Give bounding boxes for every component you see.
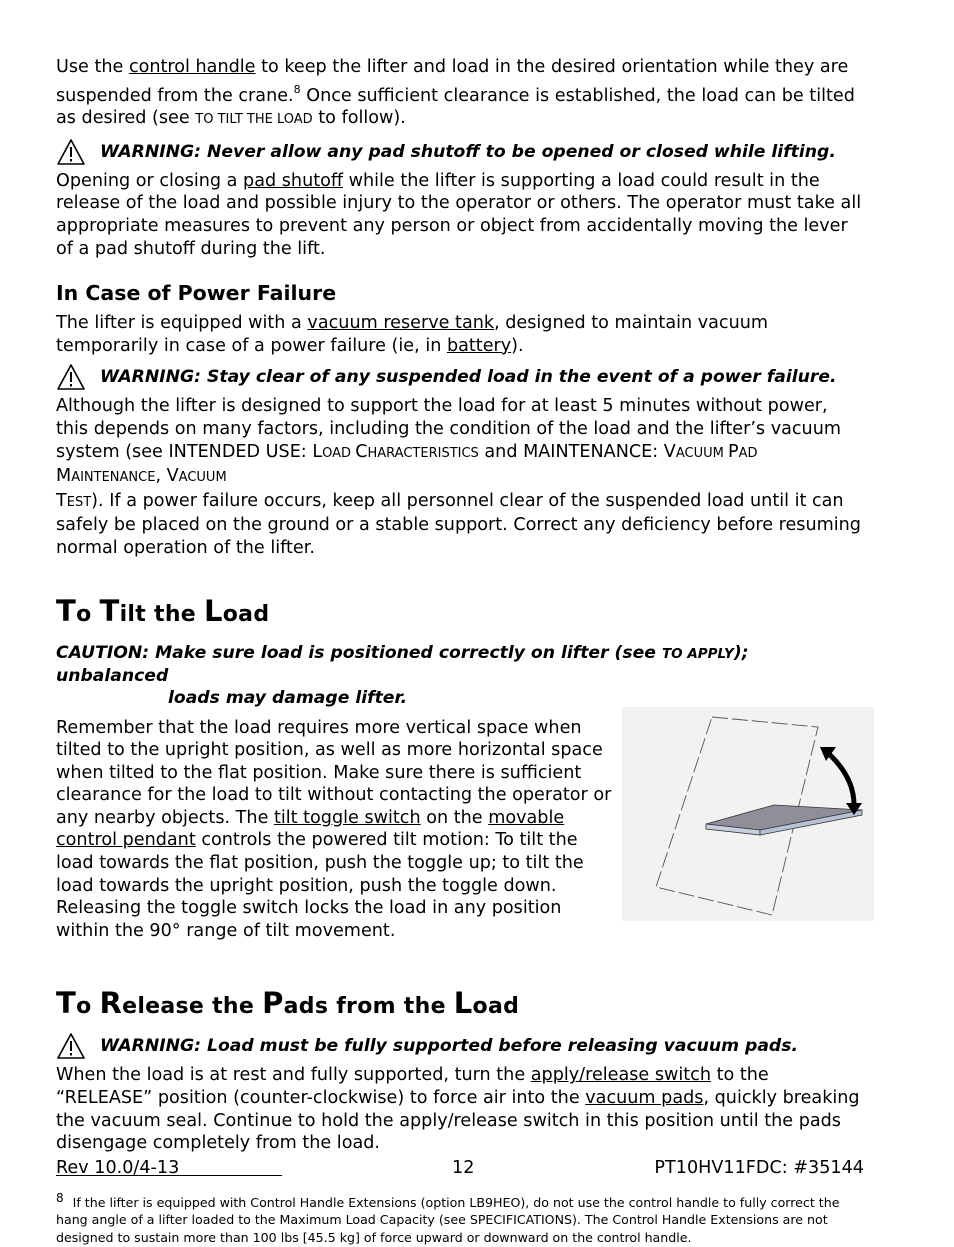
paragraph-orientation: Use the control handle to keep the lifter and load in the desired orientation while they are suspended from the crane.$^8$ Once sufficient clearance is established, the load can be tilted as desired (see TO TILT THE LOAD to follow). — [56, 57, 855, 129]
warning-triangle-icon — [56, 363, 86, 391]
paragraph-reserve-tank: The lifter is equipped with a vacuum reserve tank, designed to maintain vacuum temporarily in case of a power failure (ie, in battery). — [56, 313, 769, 356]
caution-note: CAUTION: Make sure load is positioned correctly on lifter (see TO APPLY); unbalanced loads may damage lifter. — [56, 642, 749, 708]
heading-release-pads: To Release the Pads from the Load — [56, 986, 520, 1021]
tilt-section — [56, 717, 864, 943]
paragraph-release: When the load is at rest and fully supported, turn the apply/release switch to the “RELEASE” position (counter-clockwise) to force air into the vacuum pads, quickly breaking the vacuum seal. Continue to hold the apply/release switch in this position until the pads disengage completely from the load. — [56, 1065, 860, 1154]
link-vacuum-reserve-tank[interactable]: vacuum reserve tank — [307, 313, 495, 334]
link-tilt-toggle-switch[interactable]: tilt toggle switch — [273, 807, 421, 828]
footnote: $^8$ If the lifter is equipped with Control Handle Extensions (option LB9HEO), do not use the control handle to fully correct the hang angle of a lifter loaded to the Maximum Load Capacity (see SPECIFICATIONS). The Control Handle Extensions are not designed to sustain more than 100 lbs [45.5 kg] of force upward or downward on the control handle. — [56, 1190, 840, 1245]
warning-text: WARNING: Load must be fully supported before releasing vacuum pads. — [100, 1036, 798, 1057]
link-vacuum-pads[interactable]: vacuum pads — [585, 1088, 704, 1109]
heading-power-failure: In Case of Power Failure — [56, 281, 337, 306]
warning-text: WARNING: Never allow any pad shutoff to be opened or closed while lifting. — [100, 141, 836, 162]
paragraph-pad-shutoff: Opening or closing a pad shutoff while the lifter is supporting a load could result in the release of the load and possible injury to the operator or others. The operator must take all appropriate measures to prevent any person or object from accidentally moving the lever of a pad shutoff during the lift. — [56, 170, 862, 259]
link-control-handle[interactable]: control handle — [128, 57, 256, 77]
warning-shutoff — [56, 138, 864, 166]
link-movable-control-pendant[interactable]: movable control pendant — [56, 807, 565, 851]
footnote-ref[interactable]: 8 — [293, 82, 301, 96]
link-pad-shutoff[interactable]: pad shutoff — [243, 170, 344, 191]
page-content — [56, 56, 864, 1247]
warning-release — [56, 1032, 864, 1060]
paragraph-power-support: Although the lifter is designed to support the load for at least 5 minutes without power, this depends on many factors, including the condition of the load and the lifter’s vacuum system (see INTENDED USE: LOAD CHARACTERISTICS and MAINTENANCE: VACUUM PAD MAINTENANCE, VACUUM TEST). If a power failure occurs, keep all personnel clear of the suspended load until it can safely be placed on the ground or a stable support. Correct any deficiency before resuming normal operation of the lifter. — [56, 396, 861, 558]
ref-to-tilt: TO TILT THE LOAD — [195, 112, 313, 128]
warning-power-failure — [56, 363, 864, 391]
paragraph-tilt-motion: Remember that the load requires more vertical space when tilted to the upright position, as well as more horizontal space when tilted to the flat position. Make sure there is sufficient clearance for the load to tilt without contacting the operator or any nearby objects. The tilt toggle switch on the movable control pendant controls the powered tilt motion: To tilt the load towards the flat position, push the toggle up; to tilt the load towards the upright position, push the toggle down. Releasing the toggle switch locks the load in any position within the 90° range of tilt movement. — [56, 717, 612, 941]
warning-text: WARNING: Stay clear of any suspended load in the event of a power failure. — [100, 367, 837, 388]
warning-triangle-icon — [56, 1032, 86, 1060]
tilt-diagram — [622, 707, 874, 921]
heading-to-tilt-the-load: To Tilt the Load — [56, 593, 270, 628]
revision: Rev 10.0/4-13 — [56, 1158, 180, 1178]
warning-triangle-icon — [56, 138, 86, 166]
page-number: 12 — [452, 1158, 475, 1178]
document-number: PT10HV11FDC: #35144 — [654, 1158, 864, 1178]
link-apply-release-switch[interactable]: apply/release switch — [530, 1065, 712, 1086]
link-battery[interactable]: battery — [446, 335, 512, 356]
